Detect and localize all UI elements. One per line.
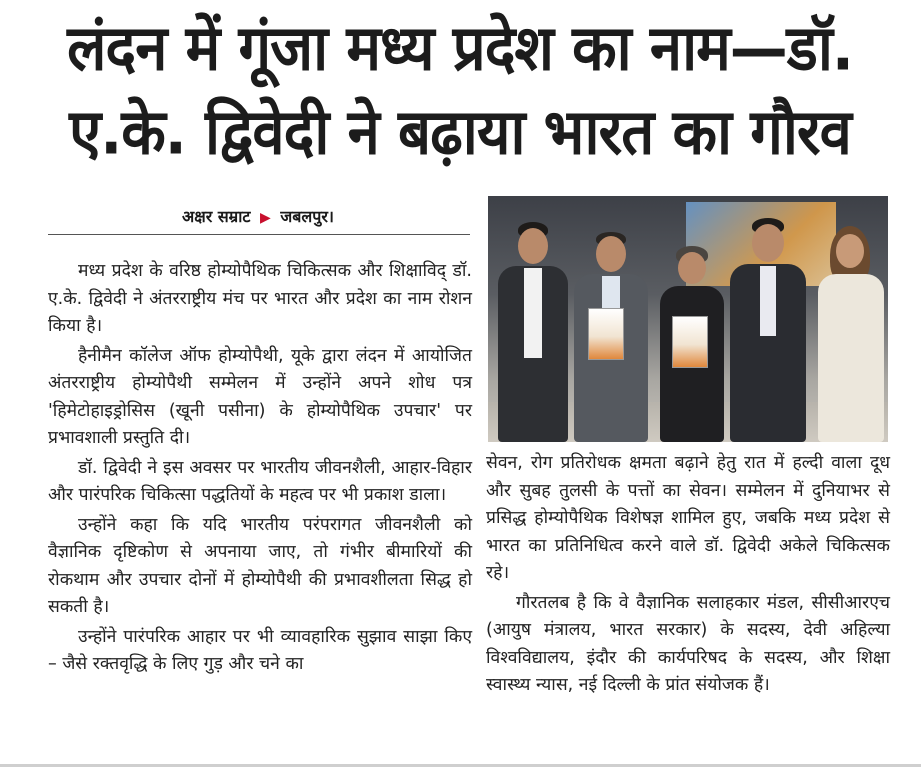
headline (10, 6, 910, 174)
byline-source: अक्षर सम्राट (182, 207, 251, 226)
paragraph: गौरतलब है कि वे वैज्ञानिक सलाहकार मंडल, सीसीआरएच (आयुष मंत्रालय, भारत सरकार) के सदस्य, देवी अहिल्या विश्वविद्यालय, इंदौर की कार्यपरिषद के सदस्य, और शिक्षा स्वास्थ्य न्यास, नई दिल्ली के प्रांत संयोजक हैं। (486, 592, 890, 695)
byline-location: जबलपुर। (280, 207, 334, 226)
paragraph: हैनीमैन कॉलेज ऑफ होम्योपैथी, यूके द्वारा लंदन में आयोजित अंतरराष्ट्रीय होम्योपैथी सम्मेलन में उन्होंने अपने शोध पत्र 'हिमेटोहाइड्रोसिस (खूनी पसीना) के होम्योपैथिक उपचार' पर प्रभावशाली प्रस्तुति दी। (48, 345, 472, 448)
byline-divider (48, 234, 470, 235)
person-figure (496, 222, 568, 442)
news-photo (488, 196, 888, 442)
paragraph: मध्य प्रदेश के वरिष्ठ होम्योपैथिक चिकित्सक और शिक्षाविद् डॉ. ए.के. द्विवेदी ने अंतरराष्ट्रीय मंच पर भारत और प्रदेश का नाम रोशन किया है। (48, 261, 472, 336)
headline-line-1: लंदन में गूंजा मध्य प्रदेश का नाम—डॉ. (67, 11, 853, 85)
paragraph: सेवन, रोग प्रतिरोधक क्षमता बढ़ाने हेतु रात में हल्दी वाला दूध और सुबह तुलसी के पत्तों का सेवन। सम्मेलन में दुनियाभर से प्रसिद्ध होम्योपैथिक विशेषज्ञ शामिल हुए, जबकि मध्य प्रदेश से भारत का प्रतिनिधित्व करने वाले डॉ. द्विवेदी अकेले चिकित्सक रहे। (486, 453, 890, 583)
byline (48, 206, 468, 229)
page-bottom-divider (0, 764, 921, 767)
article-column-left (48, 258, 472, 681)
paragraph: डॉ. द्विवेदी ने इस अवसर पर भारतीय जीवनशैली, आहार-विहार और पारंपरिक चिकित्सा पद्धतियों के महत्व पर भी प्रकाश डाला। (48, 457, 472, 505)
book-cover-image (672, 316, 708, 368)
book-cover-image (588, 308, 624, 360)
paragraph: उन्होंने पारंपरिक आहार पर भी व्यावहारिक सुझाव साझा किए – जैसे रक्तवृद्धि के लिए गुड़ और चने का (48, 626, 472, 674)
headline-line-2: ए.के. द्विवेदी ने बढ़ाया भारत का गौरव (69, 95, 851, 169)
paragraph: उन्होंने कहा कि यदि भारतीय परंपरागत जीवनशैली को वैज्ञानिक दृष्टिकोण से अपनाया जाए, तो गंभीर बीमारियों की रोकथाम और उपचार दोनों में होम्योपैथी की प्रभावशीलता सिद्ध हो सकती है। (48, 514, 472, 617)
person-figure (814, 226, 886, 442)
person-figure (728, 218, 808, 442)
article-column-right (486, 450, 890, 702)
triangle-right-icon: ▶ (260, 210, 271, 226)
